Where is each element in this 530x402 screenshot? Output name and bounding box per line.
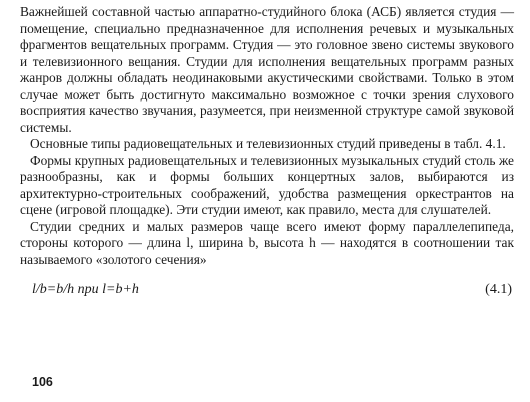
formula-expression: l/b=b/h при l=b+h	[32, 282, 139, 297]
formula-line	[20, 282, 514, 299]
paragraph-3: Формы крупных радиовещательных и телевизионных музыкальных студий столь же разнообразны, как и формы больших концертных залов, выбираются из архитектурно-строительных соображений, удобства размещения оркестрантов на сцене (игровой площадке). Эти студии имеют, как правило, места для слушателей.	[20, 152, 514, 217]
page-number: 106	[32, 375, 53, 389]
page-body	[20, 4, 514, 299]
paragraph-2: Основные типы радиовещательных и телевизионных студий приведены в табл. 4.1.	[30, 136, 506, 151]
formula-number: (4.1)	[485, 282, 512, 297]
paragraph-4: Студии средних и малых размеров чаще всего имеют форму параллелепипеда, стороны которого — длина l, ширина b, высота h — находятся в соотношении так называемого «золотого сечения»	[20, 218, 514, 267]
paragraph-1: Важнейшей составной частью аппаратно-студийного блока (АСБ) является студия — помещение, специально предназначенное для исполнения речевых и музыкальных фрагментов вещательных программ. Студия — это головное звено системы звукового и телевизионного вещания. Студии для исполнения вещательных программ разных жанров должны обладать неодинаковыми акустическими свойствами. Только в этом случае может быть достигнуто максимально возможное с точки зрения слухового восприятия качество звучания, разумеется, при неизменной структуре самой звуковой системы.	[20, 4, 514, 135]
